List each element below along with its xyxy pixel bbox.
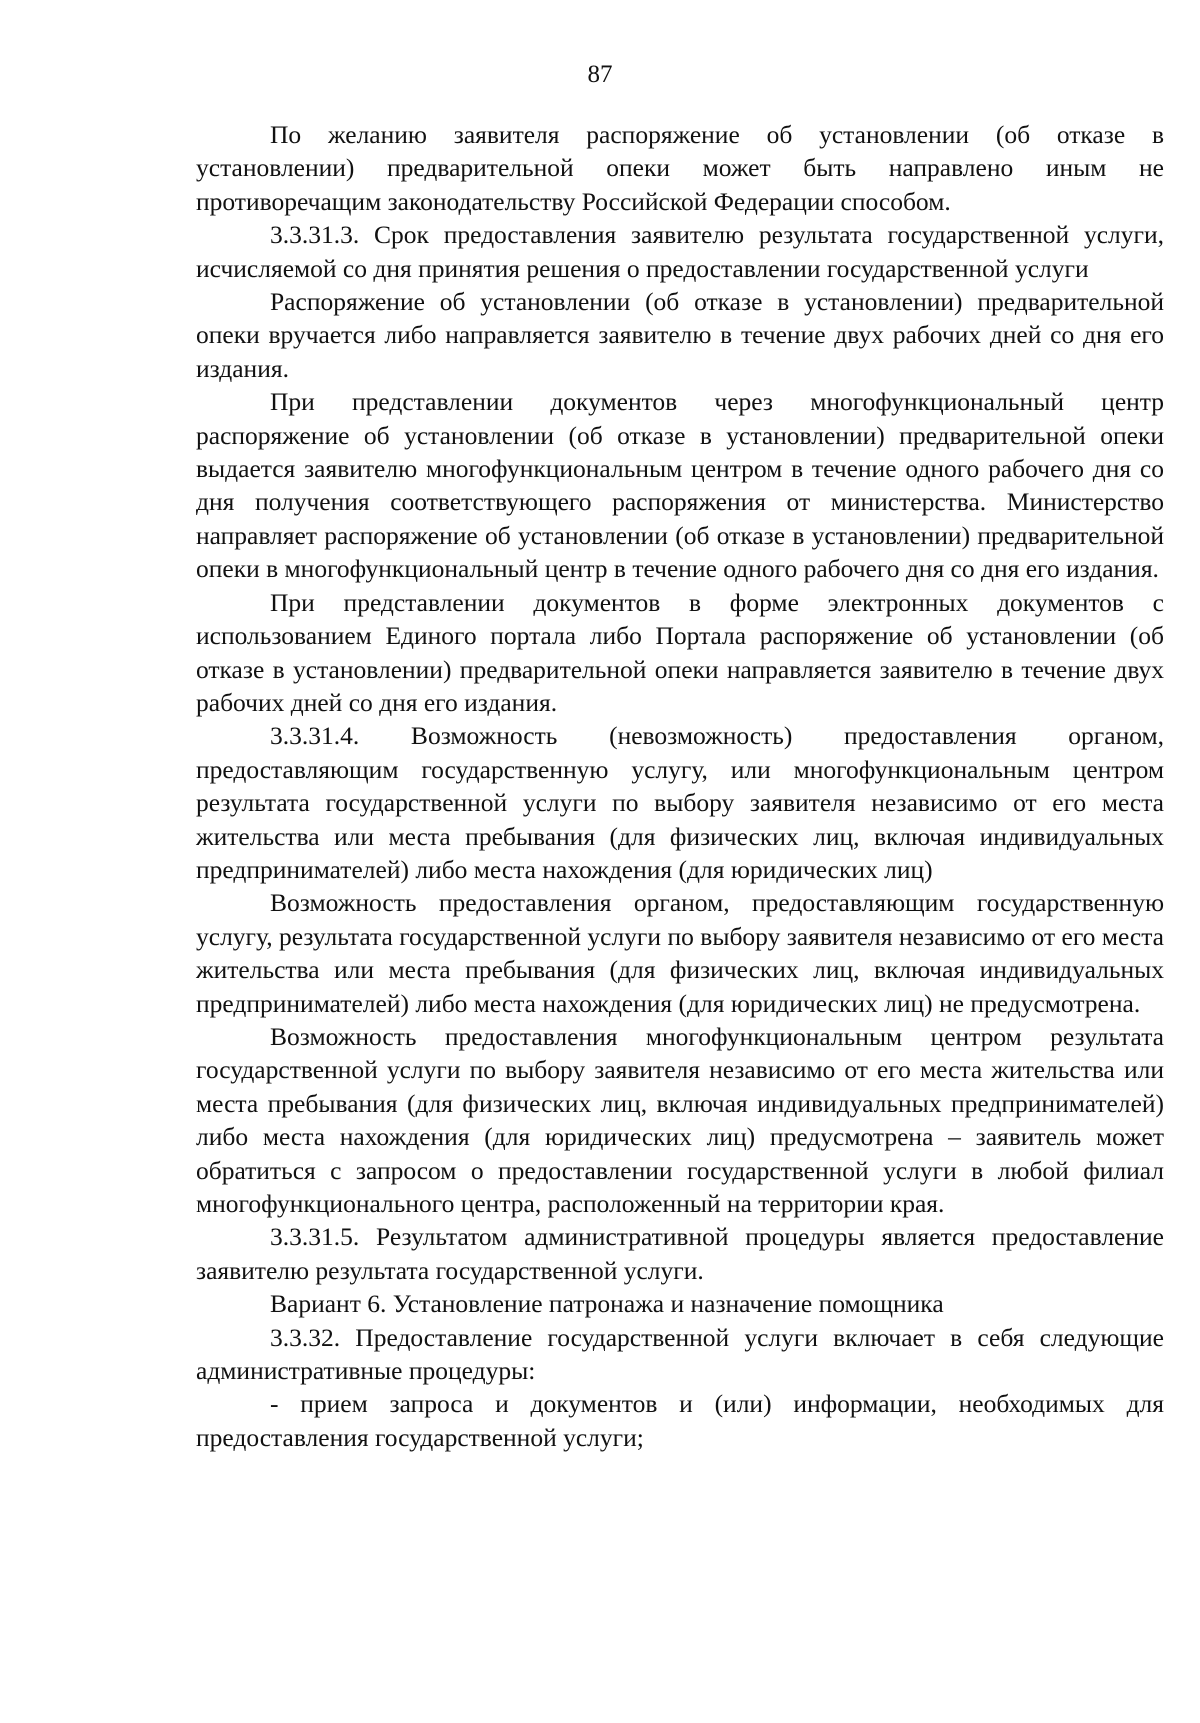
list-item: - прием запроса и документов и (или) информации, необходимых для предоставления государственной услуги; xyxy=(196,1389,1164,1452)
paragraph: 3.3.31.4. Возможность (невозможность) предоставления органом, предоставляющим государственную услугу, или многофункциональным центром результата государственной услуги по выбору заявителя независимо от его места жительства или места пребывания (для физических лиц, включая индивидуальных предпринимателей) либо места нахождения (для юридических лиц) xyxy=(196,721,1164,884)
paragraph: Распоряжение об установлении (об отказе в установлении) предварительной опеки вручается либо направляется заявителю в течение двух рабочих дней со дня его издания. xyxy=(196,287,1164,383)
paragraph: Возможность предоставления органом, предоставляющим государственную услугу, результата государственной услуги по выбору заявителя независимо от его места жительства или места пребывания (для физических лиц, включая индивидуальных предпринимателей) либо места нахождения (для юридических лиц) не предусмотрена. xyxy=(196,888,1164,1018)
paragraph: При представлении документов через многофункциональный центр распоряжение об установлении (об отказе в установлении) предварительной опеки выдается заявителю многофункциональным центром в течение одного рабочего дня со дня получения соответствующего распоряжения от министерства. Министерство направляет распоряжение об установлении (об отказе в установлении) предварительной опеки в многофункциональный центр в течение одного рабочего дня со дня его издания. xyxy=(196,387,1164,584)
paragraph: 3.3.31.3. Срок предоставления заявителю результата государственной услуги, исчисляемой со дня принятия решения о предоставлении государственной услуги xyxy=(196,220,1164,283)
section-heading: Вариант 6. Установление патронажа и назначение помощника xyxy=(270,1289,944,1319)
document-body xyxy=(196,118,1164,1454)
paragraph: 3.3.31.5. Результатом административной процедуры является предоставление заявителю результата государственной услуги. xyxy=(196,1222,1164,1285)
paragraph: По желанию заявителя распоряжение об установлении (об отказе в установлении) предварительной опеки может быть направлено иным не противоречащим законодательству Российской Федерации способом. xyxy=(196,120,1164,216)
paragraph: 3.3.32. Предоставление государственной услуги включает в себя следующие административные процедуры: xyxy=(196,1322,1164,1386)
paragraph: Возможность предоставления многофункциональным центром результата государственной услуги по выбору заявителя независимо от его места жительства или места пребывания (для физических лиц, включая индивидуальных предпринимателей) либо места нахождения (для юридических лиц) предусмотрена – заявитель может обратиться с запросом о предоставлении государственной услуги в любой филиал многофункционального центра, расположенный на территории края. xyxy=(196,1021,1164,1218)
paragraph: При представлении документов в форме электронных документов с использованием Единого портала либо Портала распоряжение об установлении (об отказе в установлении) предварительной опеки направляется заявителю в течение двух рабочих дней со дня его издания. xyxy=(196,587,1164,717)
page-number: 87 xyxy=(587,61,613,88)
